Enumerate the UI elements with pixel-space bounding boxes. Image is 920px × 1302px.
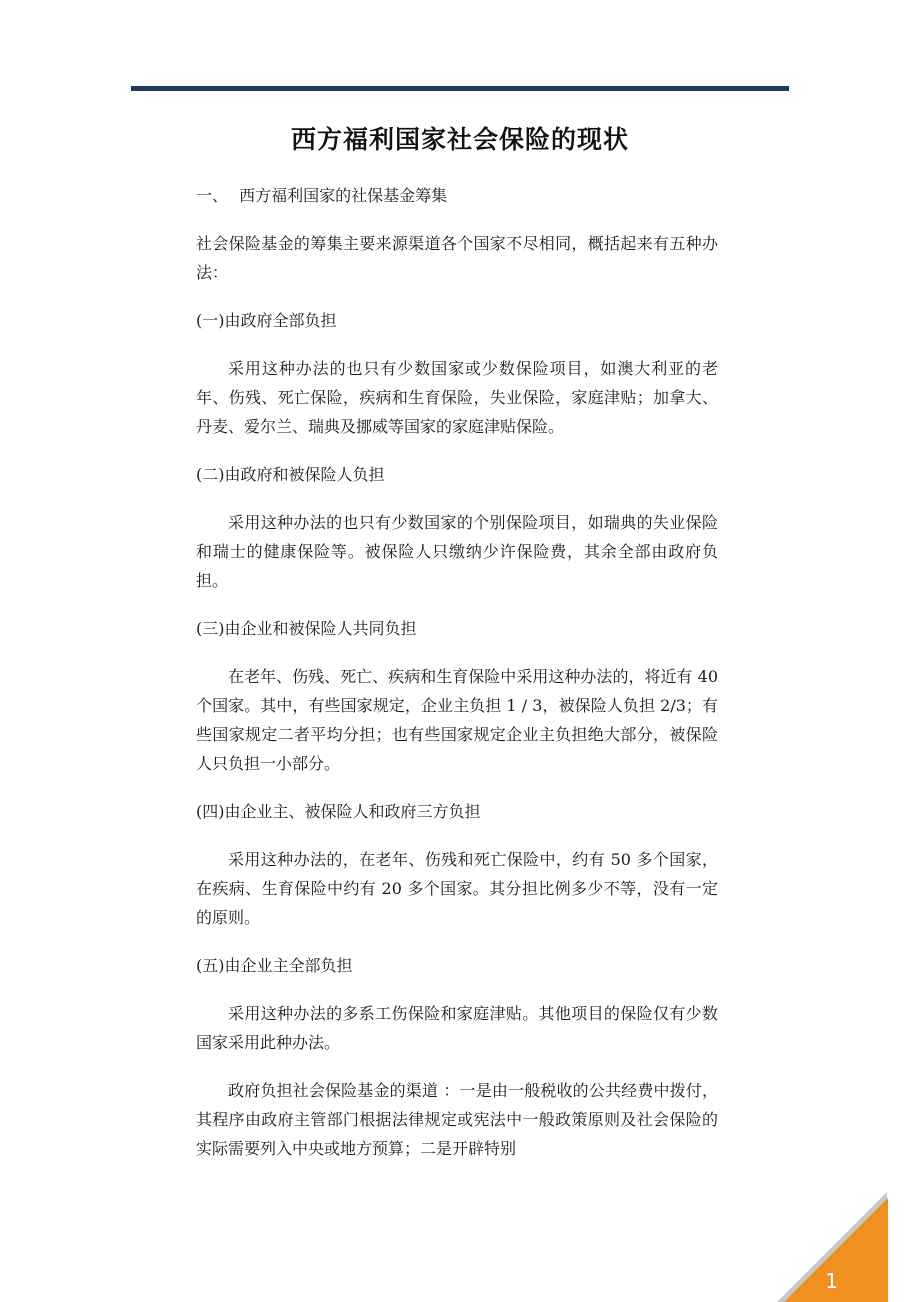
method-2-paragraph: 采用这种办法的也只有少数国家的个别保险项目，如瑞典的失业保险和瑞士的健康保险等。被保险人只缴纳少许保险费，其余全部由政府负担。: [196, 513, 718, 590]
method-5-heading: (五)由企业主全部负担: [196, 956, 353, 975]
section-heading: 一、 西方福利国家的社保基金筹集: [196, 186, 448, 205]
intro-paragraph: 社会保险基金的筹集主要来源渠道各个国家不尽相同，概括起来有五种办法：: [196, 234, 718, 282]
method-5-paragraph: 采用这种办法的多系工伤保险和家庭津贴。其他项目的保险仅有少数国家采用此种办法。: [196, 1004, 718, 1052]
page-number: 1: [825, 1269, 838, 1293]
method-3-paragraph: 在老年、伤残、死亡、疾病和生育保险中采用这种办法的，将近有 40 个国家。其中，有些国家规定，企业主负担 1 / 3，被保险人负担 2/3；有些国家规定二者平均分担；也有些国家规定企业主负担绝大部分，被保险人只负担一小部分。: [196, 667, 718, 773]
method-1-paragraph: 采用这种办法的也只有少数国家或少数保险项目，如澳大利亚的老年、伤残、死亡保险，疾病和生育保险，失业保险，家庭津贴；加拿大、丹麦、爱尔兰、瑞典及挪威等国家的家庭津贴保险。: [196, 359, 718, 436]
document-title: 西方福利国家社会保险的现状: [290, 125, 629, 154]
method-3-heading: (三)由企业和被保险人共同负担: [196, 619, 417, 638]
method-2-heading: (二)由政府和被保险人负担: [196, 465, 385, 484]
method-1-heading: (一)由政府全部负担: [196, 311, 337, 330]
method-4-heading: (四)由企业主、被保险人和政府三方负担: [196, 802, 481, 821]
government-funding-paragraph: 政府负担社会保险基金的渠道 ：一是由一般税收的公共经费中拨付，其程序由政府主管部门根据法律规定或宪法中一般政策原则及社会保险的实际需要列入中央或地方预算；二是开辟特别: [196, 1081, 718, 1158]
method-4-paragraph: 采用这种办法的，在老年、伤残和死亡保险中，约有 50 多个国家，在疾病、生育保险中约有 20 多个国家。其分担比例多少不等，没有一定的原则。: [196, 850, 718, 927]
